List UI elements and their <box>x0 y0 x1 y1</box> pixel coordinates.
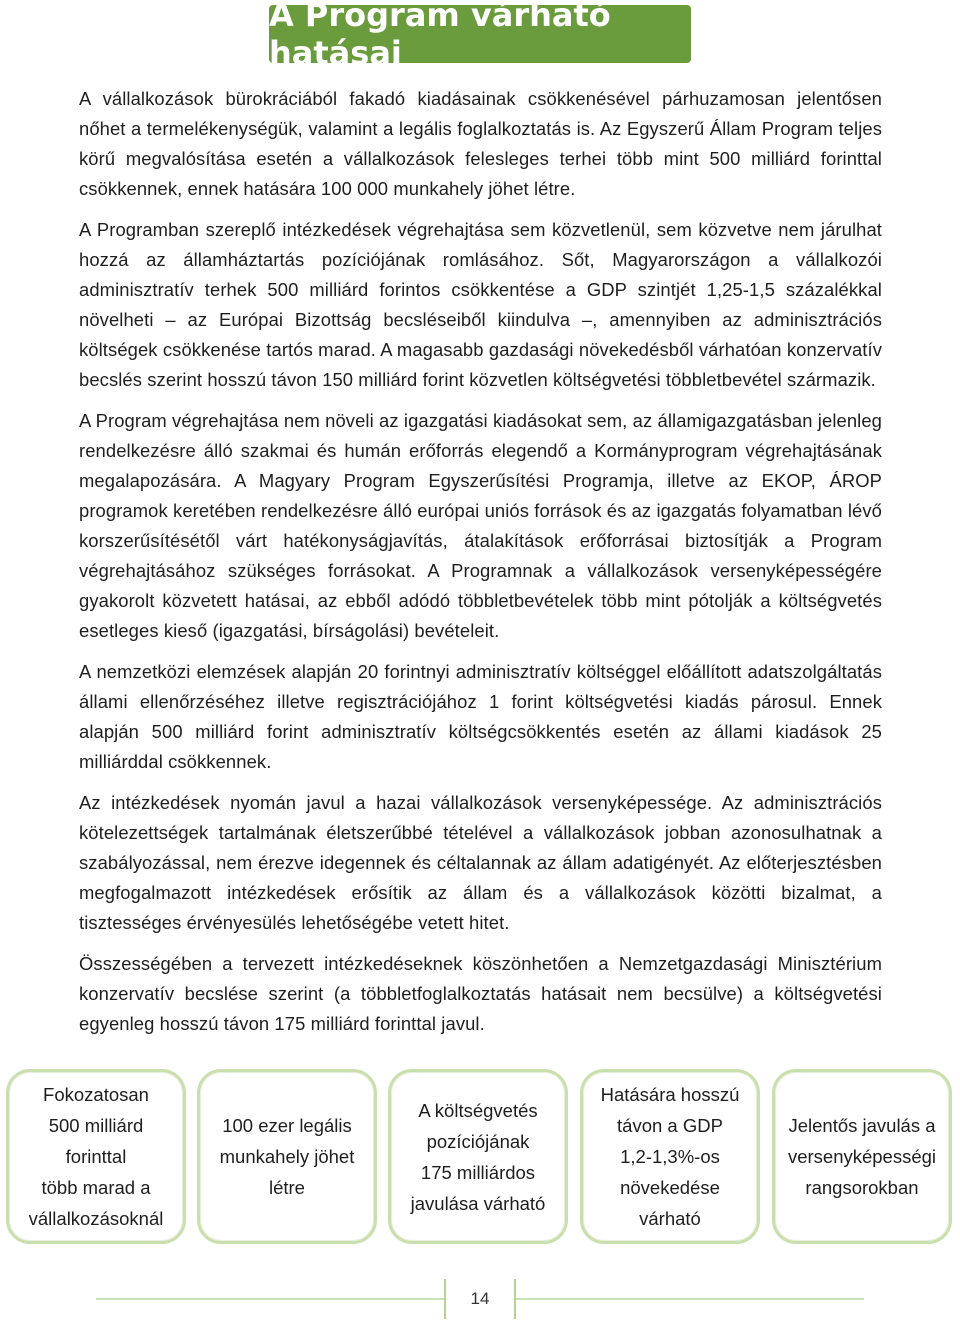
paragraph: Összességében a tervezett intézkedéseknek köszönhetően a Nemzetgazdasági Minisztérium konzervatív becslése szerint (a többletfoglalkoztatás hatásait nem becsülve) a költségvetési egyenleg hosszú távon 175 milliárd forinttal javul. <box>79 953 882 1034</box>
highlight-text: 100 ezer legális munkahely jöhet létre <box>219 1115 355 1198</box>
highlight-text: A költségvetés pozíciójának 175 milliárdos javulása várható <box>410 1099 546 1214</box>
paragraph: A Program végrehajtása nem növeli az igazgatási kiadásokat sem, az államigazgatásban jelenleg rendelkezésre álló szakmai és humán erőforrás elegendő a Kormányprogram végrehajtásának megalapozására. A Magyary Program Egyszerűsítési Programja, illetve az EKOP, ÁROP programok keretében rendelkezésre álló európai uniós források és az igazgatás folyamatban lévő korszerűsítésétől várt hatékonyságjavítás, átalakítások erőforrásai biztosítják a Program végrehajtásához szükséges forrásokat. A Programnak a vállalkozások versenyképességére gyakorolt közvetett hatásai, az ebből adódó többletbevételek több mint pótolják a költségvetés esetleges kieső (igazgatási, bírságolási) bevételeit. <box>79 410 882 641</box>
highlight-boxes <box>0 1069 960 1244</box>
highlight-box <box>6 1069 186 1244</box>
highlight-box <box>388 1069 568 1244</box>
highlight-text: Jelentős javulás a versenyképességi rangsorokban <box>787 1115 937 1198</box>
highlight-box <box>772 1069 952 1244</box>
highlight-box <box>580 1069 760 1244</box>
paragraph: A vállalkozások bürokráciából fakadó kiadásainak csökkenésével párhuzamosan jelentősen nőhet a termelékenységük, valamint a legális foglalkoztatás is. Az Egyszerű Állam Program teljes körű megvalósítása esetén a vállalkozások felesleges terhei több mint 500 milliárd forinttal csökkennek, ennek hatására 100 000 munkahely jöhet létre. <box>79 88 882 199</box>
paragraph: A Programban szereplő intézkedések végrehajtása sem közvetlenül, sem közvetve nem járulhat hozzá az államháztartás pozíciójának romlásához. Sőt, Magyarországon a vállalkozói adminisztratív terhek 500 milliárd forintos csökkentése a GDP szintjét 1,25-1,5 százalékkal növelheti – az Európai Bizottság becsléseiből kiindulva –, amennyiben az adminisztrációs költségek csökkenése tartós marad. A magasabb gazdasági növekedésből várhatóan konzervatív becslés szerint hosszú távon 150 milliárd forint közvetlen költségvetési többletbevétel származik. <box>79 219 882 390</box>
section-title-banner <box>269 0 691 72</box>
paragraph: Az intézkedések nyomán javul a hazai vállalkozások versenyképessége. Az adminisztrációs kötelezettségek tartalmának életszerűbbé tételével a vállalkozások jobban azonosulhatnak a szabályozással, nem érezve idegennek és céltalannak az állam adatigényét. Az előterjesztésben megfogalmazott intézkedések erősítik az állam és a vállalkozások közötti bizalmat, a tisztességes érvényesülés lehetőségébe vetett hitet. <box>79 792 882 933</box>
body-text <box>79 84 882 1050</box>
highlight-text: Hatására hosszú távon a GDP 1,2-1,3%-os növekedése várható <box>600 1084 740 1229</box>
section-title: A Program várható hatásai <box>269 0 611 72</box>
highlight-box <box>197 1069 377 1244</box>
page-number: 14 <box>444 1279 516 1319</box>
highlight-text: Fokozatosan 500 milliárd forinttal több marad a vállalkozásoknál <box>28 1084 164 1229</box>
paragraph: A nemzetközi elemzések alapján 20 forintnyi adminisztratív költséggel előállított adatszolgáltatás állami ellenőrzéséhez illetve regisztrációjához 1 forint költségvetési kiadás párosul. Ennek alapján 500 milliárd forint adminisztratív költségcsökkentés esetén az állami kiadások 25 milliárddal csökkennek. <box>79 661 882 772</box>
